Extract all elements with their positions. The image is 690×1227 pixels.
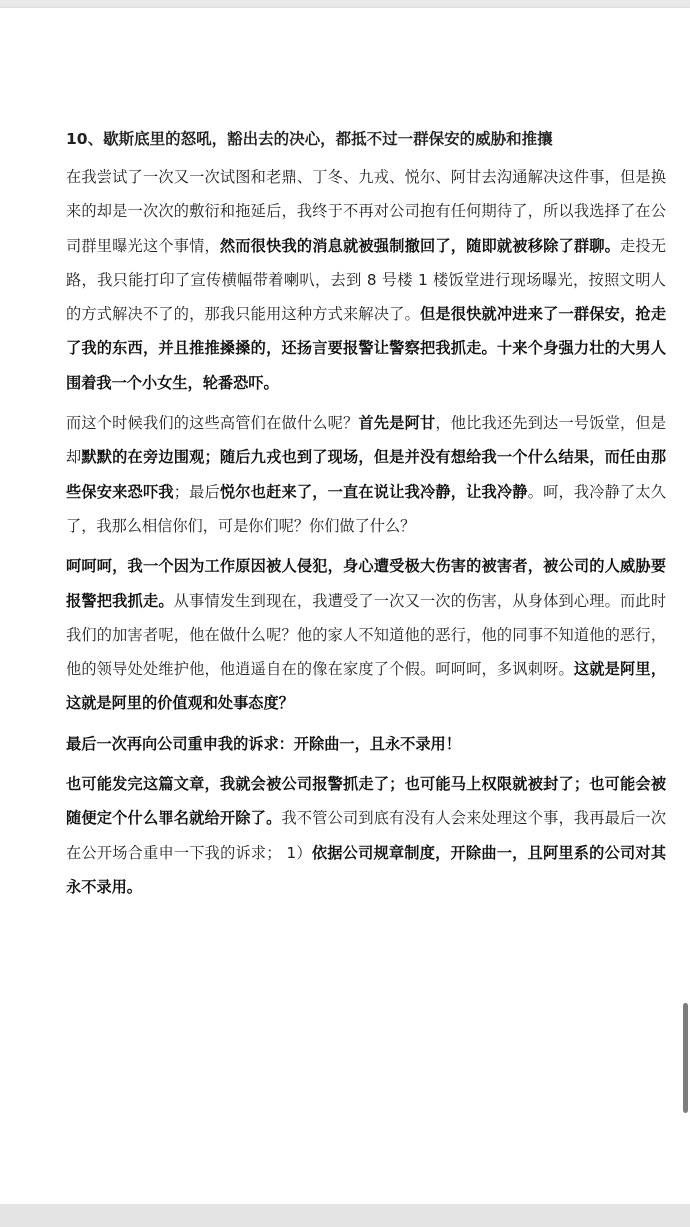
paragraph	[66, 549, 666, 720]
text-segment: 我不管公司到底有没有人会来处理这个事，我再最后一次在公开场合重申一下我的诉求； 1）	[66, 809, 667, 862]
text-segment: 在我尝试了一次又一次试图和老鼎、丁冬、九戎、悦尔、阿甘去沟通解决这件事，但是换来的却是一次次的敷衍和拖延后，我终于不再对公司抱有任何期待了，所以我选择了在公司群里曝光这个事情，	[66, 168, 666, 255]
bold-text-segment: 悦尔也赶来了，一直在说让我冷静，让我冷静	[219, 482, 528, 501]
bold-text-segment: 最后一次再向公司重申我的诉求：开除曲一，且永不录用！	[66, 734, 461, 753]
bottom-bar	[0, 1204, 690, 1227]
text-segment: 。呵，我冷静了太久了，我那么相信你们，可是你们呢？你们做了什么？	[66, 482, 667, 535]
bold-text-segment: 这就是阿里，这就是阿里的价值观和处事态度？	[66, 660, 667, 713]
scrollbar-thumb[interactable]	[683, 1003, 688, 1113]
paragraph	[66, 406, 666, 543]
text-segment: 从事情发生到现在，我遭受了一次又一次的伤害，从身体到心理。而此时我们的加害者呢，他在做什么呢？他的家人不知道他的恶行，他的同事不知道他的恶行，他的领导处处维护他，他逍遥自在的像在家度了个假。呵呵呵，多讽刺呀。	[66, 591, 667, 679]
text-segment: 走投无路，我只能打印了宣传横幅带着喇叭，去到 8 号楼 1 楼饭堂进行现场曝光，按照文明人的方式解决不了的，那我只能用这种方式来解决了。	[66, 236, 667, 324]
bold-text-segment: 首先是阿甘	[358, 414, 436, 433]
bold-text-segment: 依据公司规章制度，开除曲一，且阿里系的公司对其永不录用。	[66, 843, 667, 896]
paragraph-list	[66, 160, 666, 904]
bold-text-segment: 但是很快就冲进来了一群保安，抢走了我的东西，并且推推搡搡的，还扬言要报警让警察把我抓走。十来个身强力壮的大男人围着我一个小女生，轮番恐吓。	[66, 305, 667, 392]
document-page	[0, 8, 690, 1204]
article-body	[66, 126, 666, 904]
paragraph	[66, 767, 666, 904]
section-heading: 10、歇斯底里的怒吼，豁出去的决心，都抵不过一群保安的威胁和推攘	[66, 130, 553, 148]
paragraph	[66, 727, 666, 761]
bold-text-segment: 也可能发完这篇文章，我就会被公司报警抓走了；也可能马上权限就被封了；也可能会被随便定个什么罪名就给开除了。	[66, 775, 666, 828]
bold-text-segment: 呵呵呵，我一个因为工作原因被人侵犯，身心遭受极大伤害的被害者，被公司的人威胁要报警把我抓走。	[66, 557, 666, 610]
bold-text-segment: 然而很快我的消息就被强制撤回了，随即就被移除了群聊。	[219, 236, 621, 255]
text-segment: ，他比我还先到达一号饭堂，但是却	[66, 414, 667, 467]
text-segment: ；最后	[173, 482, 220, 501]
text-segment: 而这个时候我们的这些高管们在做什么呢？	[66, 414, 359, 433]
bold-text-segment: 默默的在旁边围观；随后九戎也到了现场，但是并没有想给我一个什么结果，而任由那些保安来恐吓我	[66, 448, 667, 501]
paragraph	[66, 160, 666, 400]
